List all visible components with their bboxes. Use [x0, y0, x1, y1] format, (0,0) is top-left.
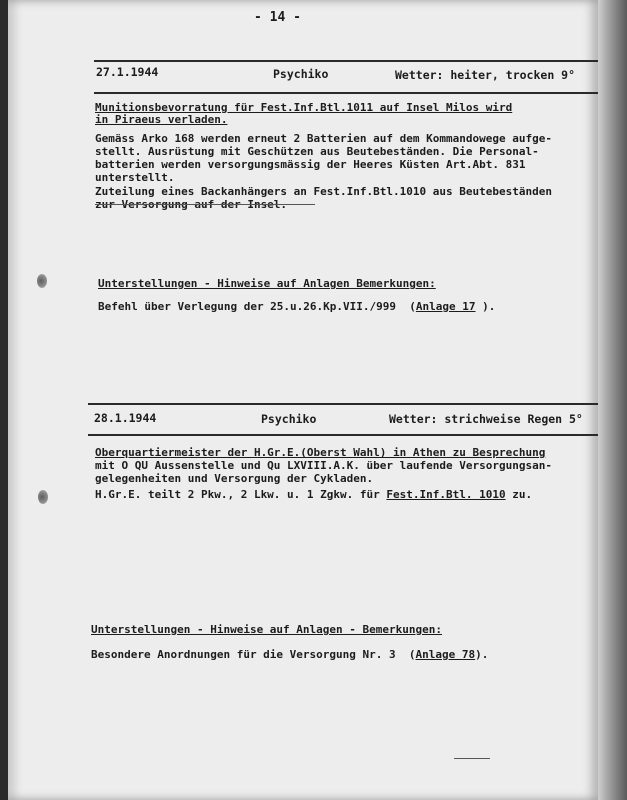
- punch-hole-top: [37, 274, 47, 288]
- entry1-line-6: unterstellt.: [95, 171, 175, 184]
- document-page: [8, 0, 598, 800]
- page-number: - 14 -: [254, 10, 301, 25]
- entry2-remarks-heading: Unterstellungen - Hinweise auf Anlagen - Bemerkungen:: [91, 623, 442, 636]
- entry1-remarks-line: Befehl über Verlegung der 25.u.26.Kp.VII./999 (Anlage 17 ).: [98, 300, 496, 313]
- entry1-line-7: Zuteilung eines Backanhängers an Fest.Inf.Btl.1010 aus Beutebeständen: [95, 185, 552, 198]
- entry2-line-4: H.Gr.E. teilt 2 Pkw., 2 Lkw. u. 1 Zgkw. für Fest.Inf.Btl. 1010 zu.: [95, 488, 533, 501]
- entry2-line-2: mit O QU Aussenstelle und Qu LXVIII.A.K. über laufende Versorgungsan-: [95, 459, 552, 472]
- entry2-weather: Wetter: strichweise Regen 5°: [389, 412, 583, 426]
- entry2-header-rule: [88, 434, 604, 436]
- entry1-top-rule: [94, 60, 604, 62]
- entry1-header-rule: [94, 92, 604, 94]
- entry1-remarks-heading: Unterstellungen - Hinweise auf Anlagen Bemerkungen:: [98, 277, 436, 290]
- bottom-pen-mark: [454, 758, 490, 759]
- entry1-line-8: zur Versorgung auf der Insel.: [95, 198, 288, 211]
- entry2-top-rule: [88, 403, 604, 405]
- entry1-line-4: stellt. Ausrüstung mit Geschützen aus Beutebeständen. Die Personal-: [95, 145, 539, 158]
- entry2-line-3: gelegenheiten und Versorgung der Cykladen.: [95, 472, 374, 485]
- entry1-date: 27.1.1944: [96, 65, 159, 79]
- punch-hole-bottom: [38, 490, 48, 504]
- entry2-place: Psychiko: [261, 412, 317, 426]
- entry1-line-1: Munitionsbevorratung für Fest.Inf.Btl.1011 auf Insel Milos wird: [95, 101, 513, 114]
- entry1-place: Psychiko: [273, 67, 329, 81]
- entry2-remarks-line: Besondere Anordnungen für die Versorgung Nr. 3 (Anlage 78).: [91, 648, 489, 661]
- entry1-line-5: batterien werden versorgungsmässig der Heeres Küsten Art.Abt. 831: [95, 158, 526, 171]
- entry2-date: 28.1.1944: [94, 411, 157, 425]
- entry1-strike-mark: [95, 204, 315, 205]
- entry1-line-3: Gemäss Arko 168 werden erneut 2 Batterien auf dem Kommandowege aufge-: [95, 132, 552, 145]
- entry2-line-1: Oberquartiermeister der H.Gr.E.(Oberst Wahl) in Athen zu Besprechung: [95, 446, 546, 459]
- entry1-weather: Wetter: heiter, trocken 9°: [395, 68, 576, 82]
- entry1-line-2: in Piraeus verladen.: [95, 113, 228, 126]
- adjacent-page-edge: [598, 0, 627, 800]
